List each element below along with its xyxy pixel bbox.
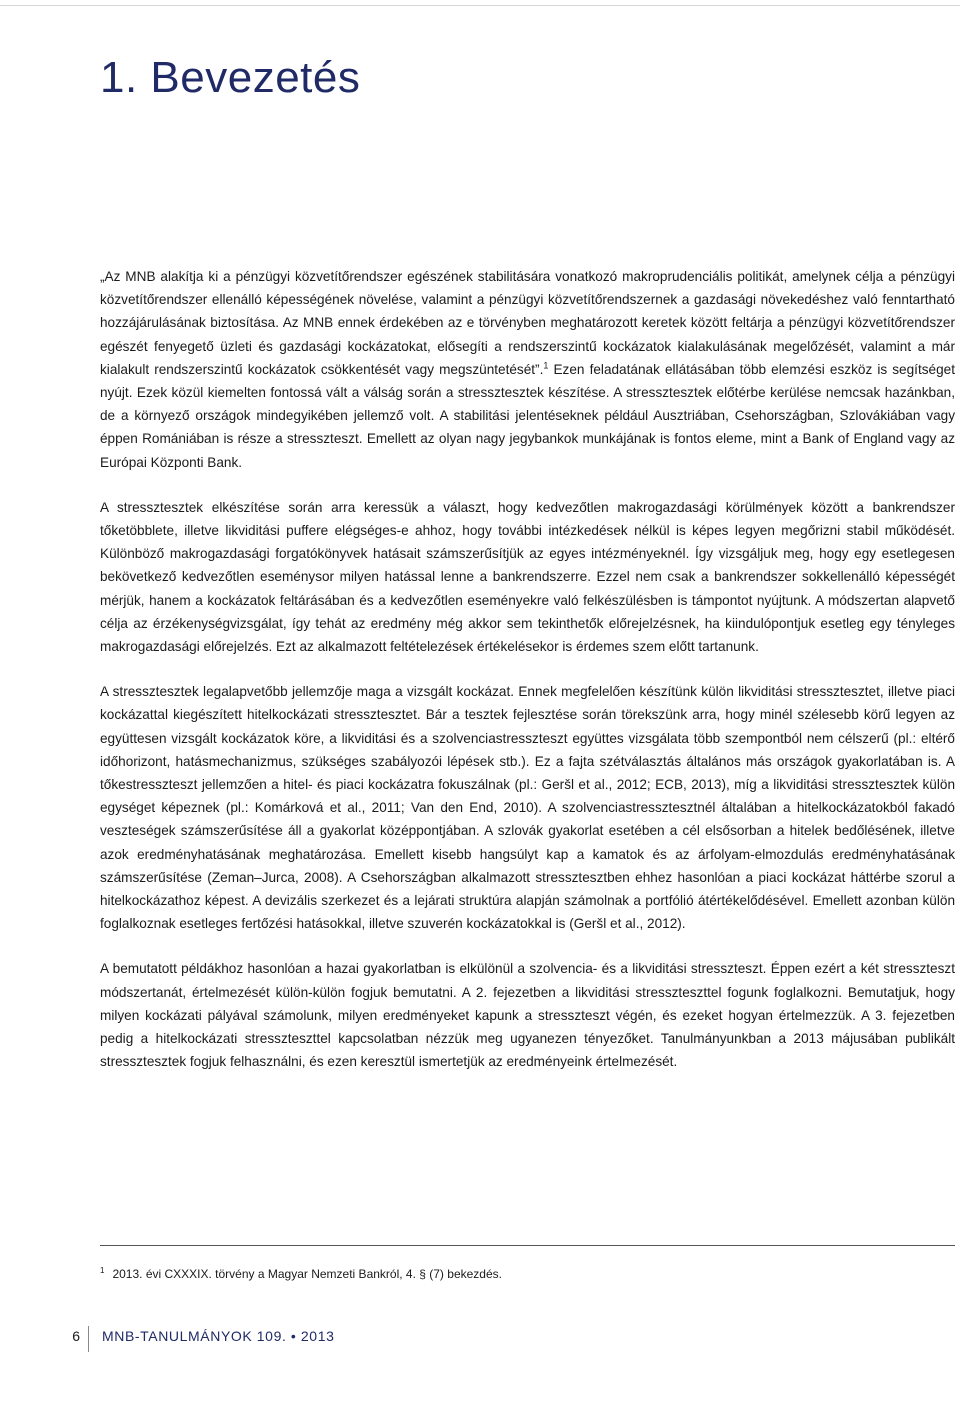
chapter-title: 1. Bevezetés <box>100 53 361 102</box>
page-number: 6 <box>72 1328 80 1344</box>
paragraph-2: A stressztesztek elkészítése során arra keressük a választ, hogy kedvezőtlen makrogazdasági körülmények között a bankrendszer tőketöbblete, illetve likviditási puffere elégséges-e ahhoz, hogy további intézkedések nélkül is képes legyen megőrizni stabil működését. Különböző makrogazdasági forgatókönyvek hatásait számszerűsítjük az egyes intézményeknél. Így vizsgáljuk meg, hogy egy esetlegesen bekövetkező kedvezőtlen eseménysor milyen hatással lenne a bankrendszerre. Ezzel nem csak a bankrendszer sokkellenálló képességét mérjük, hanem a kockázatok feltárásában és a kedvezőtlen eseményekre való felkészülésben is támpontot nyújtunk. A módszertan alapvető célja az érzékenységvizsgálat, így tehát az eredmény még akkor sem tekinthetők előrejelzésnek, ha kiindulópontjuk esetleg egy tényleges makrogazdasági előrejelzés. Ezt az alkalmazott feltételezések értékelésekor is érdemes szem előtt tartanunk. <box>100 499 955 655</box>
paragraph-1-rest: Ezen feladatának ellátásában több elemzési eszköz is segítséget nyújt. Ezek közül kiemelten fontossá vált a válság során a stressztesztek készítése. A stressztesztek előtérbe kerülése nemcsak hazánkban, de a környező országok mindegyikében jellemző volt. A stabilitási jelentéseknek például Ausztriában, Csehországban, Szlovákiában vagy éppen Romániában is része a stresszteszt. Emellett az olyan nagy jegybankok munkájának is fontos eleme, mint a Bank of England vagy az Európai Központi Bank. <box>100 361 955 470</box>
paragraph-1-quote: „Az MNB alakítja ki a pénzügyi közvetítőrendszer egészének stabilitására vonatkozó makroprudenciális politikát, amelynek célja a pénzügyi közvetítőrendszer ellenálló képességének növelése, valamint a pénzügyi közvetítőrendszernek a gazdasági növekedéshez való fenntartható hozzájárulásának biztosítása. Az MNB ennek érdekében az e törvényben meghatározott keretek között feltárja a pénzügyi közvetítőrendszer egészét fenyegető üzleti és gazdasági kockázatokat, elősegíti a rendszerszintű kockázatok kialakulásának megelőzését, valamint a már kialakult rendszerszintű kockázatok csökkentését vagy megszüntetését”. <box>100 269 955 377</box>
paragraph-1 <box>100 265 955 474</box>
paragraph-4: A bemutatott példákhoz hasonlóan a hazai gyakorlatban is elkülönül a szolvencia- és a likviditási stresszteszt. Éppen ezért a két stresszteszt módszertanát, értelmezését külön-külön fogjuk bemutatni. A 2. fejezetben a likviditási stresszteszttel fogunk foglalkozni. Bemutatjuk, hogy milyen kockázati pályával számolunk, milyen eredményeket kapunk a stresszteszt végén, és ezeket hogyan értelmezzük. A 3. fejezetben pedig a hitelkockázati stresszteszttel kapcsolatban nézzük meg ugyanezen tényezőket. Tanulmányunkban a 2013 májusában publikált stressztesztek fogjuk felhasználni, és ezen keresztül ismertetjük az eredményeink értelmezését. <box>100 961 955 1070</box>
publication-label: MNB-TANULMÁNYOK 109. • 2013 <box>102 1328 335 1344</box>
page-footer <box>0 1326 960 1352</box>
footer-divider <box>88 1326 89 1352</box>
body-text <box>100 265 955 1096</box>
footnote-marker: 1 <box>100 1266 105 1275</box>
footnote-divider <box>100 1245 955 1246</box>
footnote <box>100 1262 955 1283</box>
footnote-text: 2013. évi CXXXIX. törvény a Magyar Nemzeti Bankról, 4. § (7) bekezdés. <box>112 1267 502 1281</box>
paragraph-3: A stressztesztek legalapvetőbb jellemzője maga a vizsgált kockázat. Ennek megfelelően készítünk külön likviditási stressztesztet, illetve piaci kockázattal kiegészített hitelkockázati stressztesztet. Bár a tesztek fejlesztése során törekszünk arra, hogy minél szélesebb körű legyen az együttesen vizsgált kockázatok köre, a likviditási és a szolvenciastresszteszt együttes vizsgálata több szempontból nem célszerű (pl.: eltérő időhorizont, hatásmechanizmus, szükséges szabályozói lépések stb.). Ez a fajta szétválasztás általános más országok gyakorlatában is. A tőkestresszteszt jellemzően a hitel- és piaci kockázatra fokuszálnak (pl.: Geršl et al., 2012; ECB, 2013), míg a likviditási stressztesztek külön egységet képeznek (pl.: Komárková et al., 2011; Van den End, 2010). A szolvenciastressztesztnél általában a hitelkockázatokból fakadó veszteségek számszerűsítése áll a gyakorlat középpontjában. A szlovák gyakorlat esetében a cél elsősorban a hitelek bedőlésének, illetve azok eredményhatásának meghatározása. Emellett kisebb hangsúlyt kap a kamatok és az árfolyam-elmozdulás eredményhatásának számszerűsítése (Zeman–Jurca, 2008). A Csehországban alkalmazott stressztesztben ehhez hasonlóan a piaci kockázat háttérbe szorul a hitelkockázathoz képest. A devizális szerkezet és a lejárati struktúra alapján számolnak a portfólió átértékelődésével. Emellett azonban külön foglalkoznak esetleges fertőzési hatásokkal, illetve szuverén kockázatokkal is (Geršl et al., 2012). <box>100 684 955 932</box>
top-rule <box>0 5 960 6</box>
footnote-reference[interactable]: 1 <box>543 360 549 371</box>
